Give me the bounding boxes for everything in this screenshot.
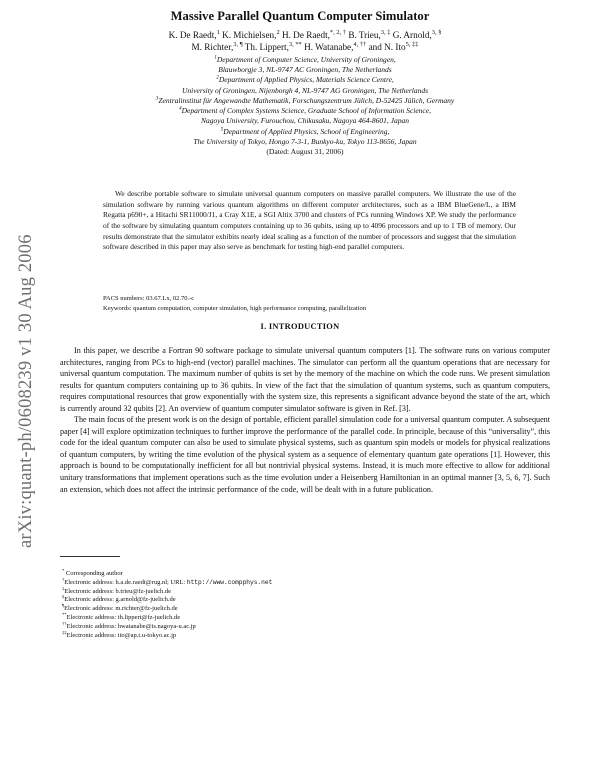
author-line-1: [60, 30, 550, 40]
author: K. De Raedt,$^1$: [168, 28, 220, 40]
footnote: †Electronic address: h.a.de.raedt@rug.nl; URL: http://www.compphys.net: [62, 576, 273, 586]
footnote: **Electronic address: th.lippert@fz-juelich.de: [62, 611, 181, 621]
affiliation-line: $^4$Department of Complex Systems Science, Graduate School of Information Science,: [179, 105, 431, 115]
affiliation-line: $^3$Zentralinstitut für Angewandte Mathematik, Forschungszentrum Jülich, D-52425 Jülich, Germany: [155, 95, 455, 105]
paper-title: Massive Parallel Quantum Computer Simulator: [170, 9, 430, 23]
author: K. Michielsen,$^2$: [222, 28, 280, 40]
keywords: Keywords: quantum computation, computer simulation, high performance computing, parallelization: [103, 305, 367, 312]
affiliation-line: University of Groningen, Nijenborgh 4, NL-9747 AG Groningen, The Netherlands: [181, 86, 429, 95]
introduction-body: [60, 345, 550, 495]
affiliation-line: Nagoya University, Furouchou, Chikusaku, Nagoya 464-8601, Japan: [200, 116, 410, 125]
section-heading: I. INTRODUCTION: [260, 322, 340, 331]
paragraph: In this paper, we describe a Fortran 90 software package to simulate universal quantum computers [1]. The software runs on various computer architectures, ranging from PCs to high-end (vector) parallel machines. The simulator can perform all the quantum operations that are necessary for universal quantum computation. The maximum number of qubits is set by the memory of the machine on which the code runs. We present simulation results for quantum computers containing up to 36 qubits. In view of the fact that the simulation of quantum systems, such as quantum computers, requires computational resources that grow exponentially with the system size, this represents a significant advance beyond the state of the art, which is currently around 32 qubits [2]. An overview of quantum computer simulator software is given in Ref. [3].: [60, 346, 550, 413]
footnotes: [62, 567, 462, 640]
footnote-divider: [60, 556, 120, 557]
footnote: §Electronic address: g.arnold@fz-juelich.de: [62, 594, 176, 604]
author-line-2: [60, 42, 550, 52]
affiliation-line: $^2$Department of Applied Physics, Materials Science Centre,: [216, 74, 394, 84]
author: Th. Lippert,$^{3, **}$: [244, 40, 302, 52]
paragraph: The main focus of the present work is on the design of portable, efficient parallel simulation code for a universal quantum computer. A subsequent paper [4] will explore optimization techniques to further improve the performance of the parallel code. In principle, because of this “universality”, this code for the ideal quantum computer can also be used to simulate physical systems, such as quantum spin models or models for physical realizations of quantum computers, by writing the time evolution of the physical system as a sequence of elementary quantum gate operations [1]. However, this approach is bound to be computationally inefficient for all but nontrivial physical systems. Instead, it is much more effective to allow for additional unitary transformations that implement operations such as the time evolution under a Heisenberg Hamiltonian in an optimal manner [3, 5, 6, 7]. Such an extension, which does not affect the intrinsic performance of the code, will be dealt with in a future publication.: [60, 415, 550, 494]
footnote: ††Electronic address: hwatanabe@is.nagoya-u.ac.jp: [62, 620, 196, 630]
affiliation-line: $^1$Department of Computer Science, University of Groningen,: [214, 54, 396, 64]
affiliation-line: $^5$Department of Applied Physics, School of Engineering,: [220, 126, 390, 136]
footnote: * Corresponding author: [62, 567, 123, 577]
footnote: ‡‡Electronic address: ito@ap.t.u-tokyo.ac.jp: [62, 629, 177, 639]
pacs-numbers: PACS numbers: 03.67.Lx, 02.70.-c: [103, 295, 195, 302]
affiliation-line: Blauwborgje 3, NL-9747 AC Groningen, The Netherlands: [218, 65, 392, 74]
author: G. Arnold,$^{3, \S}$: [392, 28, 442, 40]
date-line: (Dated: August 31, 2006): [266, 147, 344, 156]
footnote: ¶Electronic address: m.richter@fz-juelich.de: [62, 603, 178, 613]
author: and N. Ito$^{5, \ddagger\ddagger}$: [368, 40, 419, 52]
footnote: ‡Electronic address: b.trieu@fz-juelich.de: [62, 585, 171, 595]
abstract: [103, 189, 516, 253]
abstract-text: We describe portable software to simulate universal quantum computers on massive parallel computers. We illustrate the use of the simulation software by running various quantum algorithms on different computer architectures, such as a IBM BlueGene/L, a IBM Regatta p690+, a Hitachi SR11000/J1, a Cray X1E, a SGI Altix 3700 and clusters of PCs running Windows XP. We study the performance of the software by simulating quantum computers containing up to 36 qubits, using up to 4096 processors and up to 1 TB of memory. Our results demonstrate that the simulator exhibits nearly ideal scaling as a function of the number of processors and suggest that the simulation software described in this paper may also serve as benchmark for testing high-end parallel computers.: [103, 189, 516, 252]
homepage-url[interactable]: http://www.compphys.net: [186, 578, 273, 586]
author: M. Richter,$^{3, \P}$: [191, 40, 243, 52]
author: H. De Raedt,$^{*, 2, \dagger}$: [281, 28, 347, 40]
affiliation-line: The University of Tokyo, Hongo 7-3-1, Bunkyo-ku, Tokyo 113-8656, Japan: [193, 137, 417, 146]
arxiv-identifier-stamp: arXiv:quant-ph/0608239 v1 30 Aug 2006: [16, 234, 36, 548]
author: B. Trieu,$^{3, \ddagger}$: [348, 28, 391, 40]
author: H. Watanabe,$^{4, \dagger\dagger}$: [304, 40, 367, 52]
